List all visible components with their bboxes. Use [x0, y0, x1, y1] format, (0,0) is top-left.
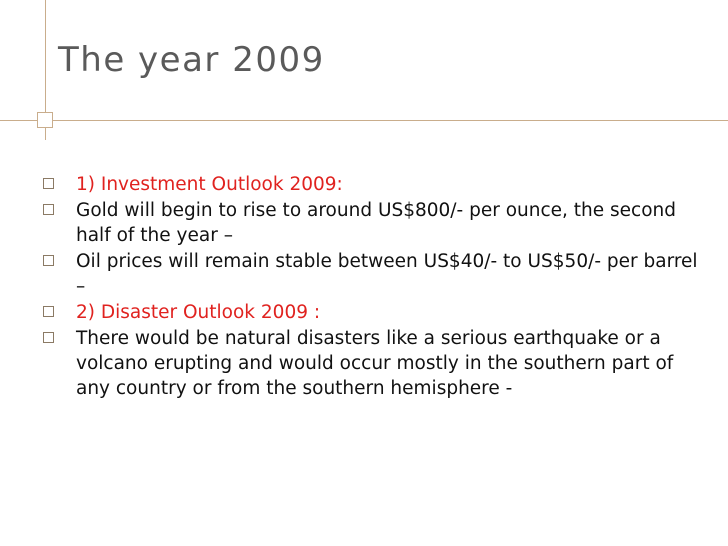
bullet-text: There would be natural disasters like a serious earthquake or a volcano erupting and would occur mostly in the southern part of any country or from the southern hemisphere -: [76, 328, 674, 399]
bullet-text: 1) Investment Outlook 2009:: [76, 174, 343, 195]
bullet-item-disaster-outlook: [40, 300, 710, 325]
bullet-item-investment-outlook: [40, 172, 710, 197]
bullet-text: 2) Disaster Outlook 2009 :: [76, 302, 321, 323]
bullet-square-icon: [43, 255, 54, 266]
slide-title: The year 2009: [58, 40, 325, 80]
bullet-text: Gold will begin to rise to around US$800/- per ounce, the second half of the year –: [76, 200, 677, 246]
bullet-text: Oil prices will remain stable between US$40/- to US$50/- per barrel –: [76, 251, 698, 297]
bullet-square-icon: [43, 306, 54, 317]
bullet-item-natural-disasters: [40, 326, 710, 401]
bullet-square-icon: [43, 204, 54, 215]
bullet-list: [40, 172, 710, 402]
bullet-square-icon: [43, 178, 54, 189]
bullet-square-icon: [43, 332, 54, 343]
horizontal-rule: [0, 120, 728, 121]
corner-square-icon: [37, 112, 53, 128]
bullet-item-oil: [40, 249, 710, 299]
bullet-item-gold: [40, 198, 710, 248]
